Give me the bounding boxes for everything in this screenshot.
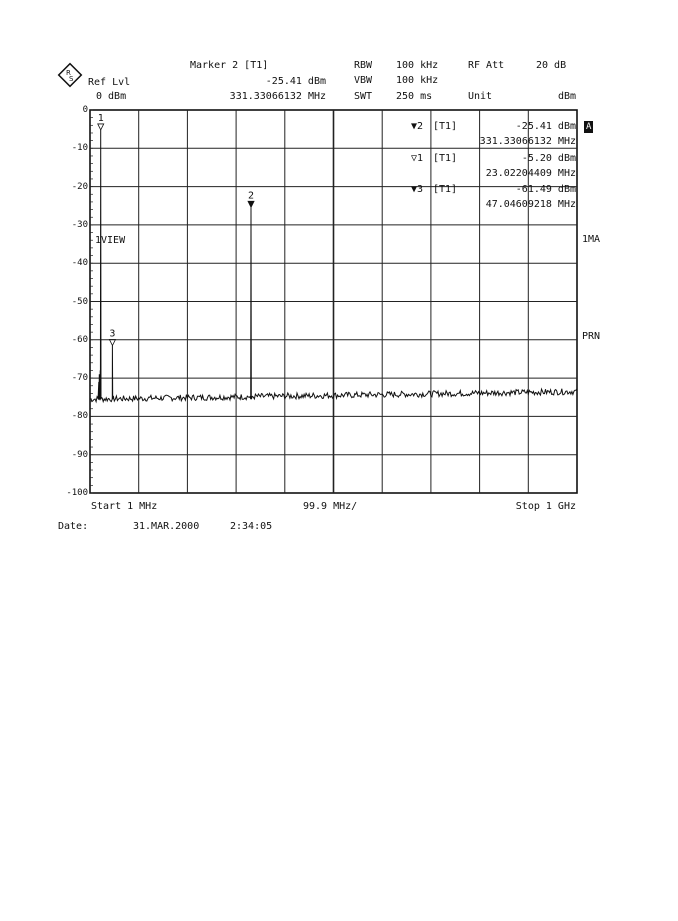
span-per-division: 99.9 MHz/ (303, 501, 358, 512)
y-tick-label: -100 (66, 488, 88, 498)
unit-label: Unit (468, 91, 493, 102)
prn-label: PRN (582, 331, 601, 342)
y-tick-label: -40 (71, 258, 88, 269)
marker-1-label: 1 (97, 112, 104, 124)
marker-row-symbol: ▽1 (411, 153, 424, 164)
start-frequency: Start 1 MHz (91, 501, 158, 512)
swt-label: SWT (354, 91, 373, 102)
marker-title: Marker 2 [T1] (190, 60, 269, 71)
marker-3-symbol (109, 340, 115, 346)
rf-att-label: RF Att (468, 60, 505, 71)
time-value: 2:34:05 (230, 521, 273, 532)
marker-row-symbol: ▼2 (411, 121, 424, 132)
vbw-label: VBW (354, 75, 373, 86)
y-tick-label: -10 (71, 143, 88, 154)
unit-value: dBm (557, 91, 576, 102)
y-tick-label: -60 (71, 334, 88, 345)
marker-row-frequency: 331.33066132 MHz (479, 136, 576, 147)
y-tick-label: -70 (71, 373, 88, 384)
marker-2-label: 2 (248, 190, 255, 202)
stop-frequency: Stop 1 GHz (515, 501, 576, 512)
ma-label: 1MA (582, 234, 601, 245)
marker-row-symbol: ▼3 (411, 184, 424, 195)
marker-3-label: 3 (109, 328, 116, 340)
a-badge: A (586, 122, 592, 132)
marker-row-frequency: 23.02204409 MHz (485, 168, 576, 179)
vbw-value: 100 kHz (396, 75, 439, 86)
y-tick-label: -30 (71, 219, 88, 230)
rf-att-value: 20 dB (536, 60, 567, 71)
ref-level-value: 0 dBm (96, 91, 127, 102)
y-tick-label: -20 (71, 181, 88, 192)
marker-1-symbol (98, 124, 104, 130)
marker-row-level: -61.49 dBm (515, 184, 576, 195)
marker-row-frequency: 47.04609218 MHz (485, 199, 576, 210)
marker-row-level: -25.41 dBm (515, 121, 576, 132)
date-label: Date: (58, 521, 89, 532)
y-tick-label: -80 (71, 411, 88, 422)
y-tick-label: -50 (71, 296, 88, 307)
marker-level: -25.41 dBm (265, 76, 326, 87)
marker-row-level: -5.20 dBm (521, 153, 576, 164)
marker-row-trace: [T1] (433, 121, 458, 132)
y-tick-label: -90 (71, 449, 88, 460)
ref-level-label: Ref Lvl (88, 77, 131, 88)
marker-row-trace: [T1] (433, 153, 458, 164)
marker-2-symbol (248, 201, 254, 207)
svg-text:S: S (69, 75, 74, 83)
svg-text:R: R (66, 69, 71, 77)
y-tick-label: 0 (82, 105, 88, 115)
rbw-label: RBW (354, 60, 373, 71)
trace-mode-label: 1VIEW (95, 235, 126, 246)
swt-value: 250 ms (396, 91, 433, 102)
marker-row-trace: [T1] (433, 184, 458, 195)
rbw-value: 100 kHz (396, 60, 439, 71)
date-value: 31.MAR.2000 (133, 521, 200, 532)
marker-frequency: 331.33066132 MHz (229, 91, 326, 102)
